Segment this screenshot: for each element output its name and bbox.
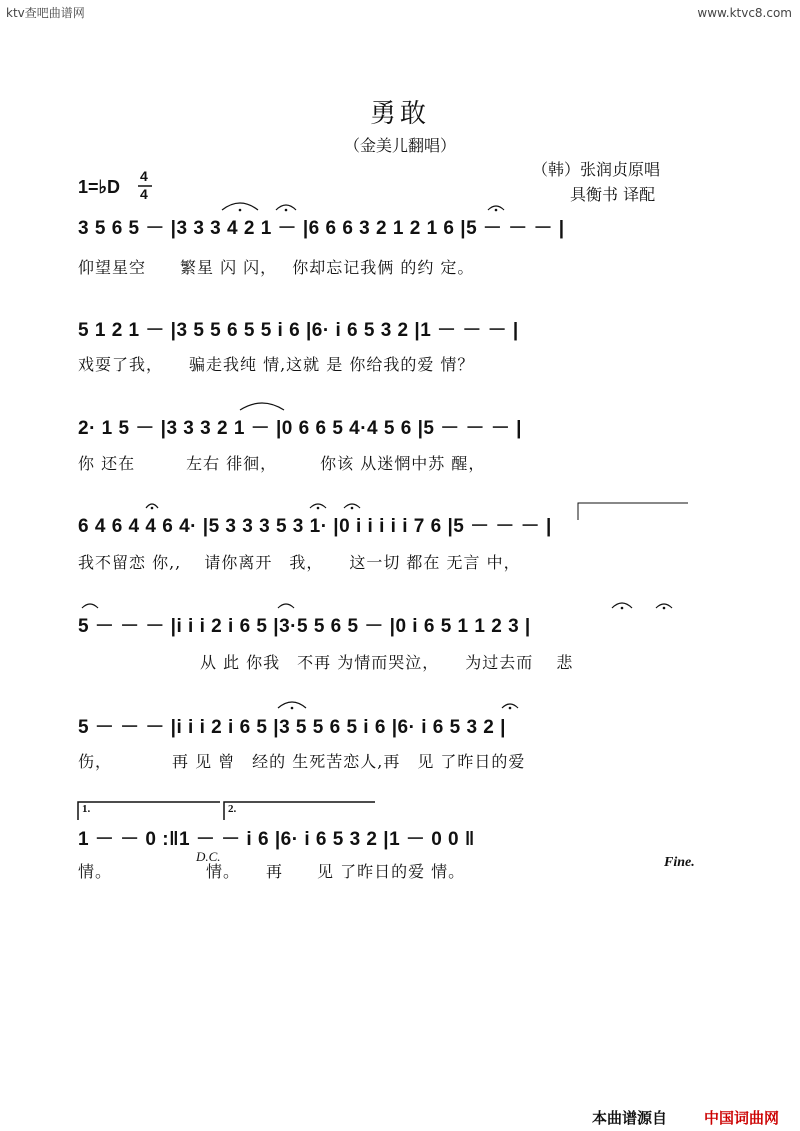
time-signature-bottom: 4 xyxy=(140,186,148,202)
volta-1-label: 1. xyxy=(82,803,91,815)
staff-line-5-notes: 5 － － － |i i i 2 i 6 5 |3·5 5 6 5 － |0 i 6 5 1 1 2 3 | xyxy=(78,616,531,637)
dc-mark: D.C. xyxy=(196,849,221,864)
arranger-credit: 具衡书 译配 xyxy=(570,185,656,204)
staff-line-6-lyrics: 伤， 再 见 曾 经的 生死苦恋人,再 见 了昨日的爱 xyxy=(78,752,526,771)
song-subtitle: （金美儿翻唱） xyxy=(343,136,456,155)
staff-line-2-notes: 5 1 2 1 － |3 5 5 6 5 5 i 6 |6· i 6 5 3 2 |1 － － － | xyxy=(78,320,519,341)
footer-source-name: 中国词曲网 xyxy=(704,1109,780,1127)
time-signature-top: 4 xyxy=(140,168,148,184)
staff-line-3-lyrics: 你 还在 左右 徘徊， 你该 从迷惘中苏 醒， xyxy=(78,454,486,473)
staff-line-3-notes: 2· 1 5 － |3 3 3 2 1 － |0 6 6 5 4·4 5 6 |5 － － － | xyxy=(78,418,522,439)
staff-line-6-notes: 5 － － － |i i i 2 i 6 5 |3 5 5 6 5 i 6 |6· i 6 5 3 2 | xyxy=(78,717,506,738)
staff-line-2-lyrics: 戏耍了我， 骗走我纯 情,这就 是 你给我的爱 情？ xyxy=(78,355,475,374)
volta-2-label: 2. xyxy=(228,803,237,815)
staff-line-1-lyrics: 仰望星空 繁星 闪 闪， 你却忘记我俩 的约 定。 xyxy=(78,258,475,277)
song-title: 勇敢 xyxy=(369,99,430,129)
footer-source-label: 本曲谱源自 xyxy=(592,1109,668,1127)
staff-line-4-lyrics: 我不留恋 你,, 请你离开 我， 这一切 都在 无言 中， xyxy=(78,553,521,572)
site-url-right: www.ktvc8.com xyxy=(697,6,792,20)
fine-mark: Fine. xyxy=(664,855,695,870)
key-signature: 1=♭D xyxy=(78,177,121,197)
staff-line-1-notes: 3 5 6 5 － |3 3 3 4 2 1 － |6 6 6 3 2 1 2 1 6 |5 － － － | xyxy=(78,218,565,239)
staff-line-5-lyrics: 从 此 你我 不再 为情而哭泣， 为过去而 悲 xyxy=(200,653,574,672)
staff-line-4-notes: 6 4 6 4 4 6 4· |5 3 3 3 5 3 1· |0 i i i i i 7 6 |5 － － － | xyxy=(78,516,552,537)
staff-line-7-lyrics: 情。 情。 再 见 了昨日的爱 情。 xyxy=(78,862,466,881)
original-singer: （韩）张润贞原唱 xyxy=(532,160,661,179)
staff-line-7-notes: 1 － － 0 :‖1 － － i 6 |6· i 6 5 3 2 |1 － 0 0 ‖ xyxy=(78,829,475,850)
site-name-left: ktv查吧曲谱网 xyxy=(6,6,85,20)
